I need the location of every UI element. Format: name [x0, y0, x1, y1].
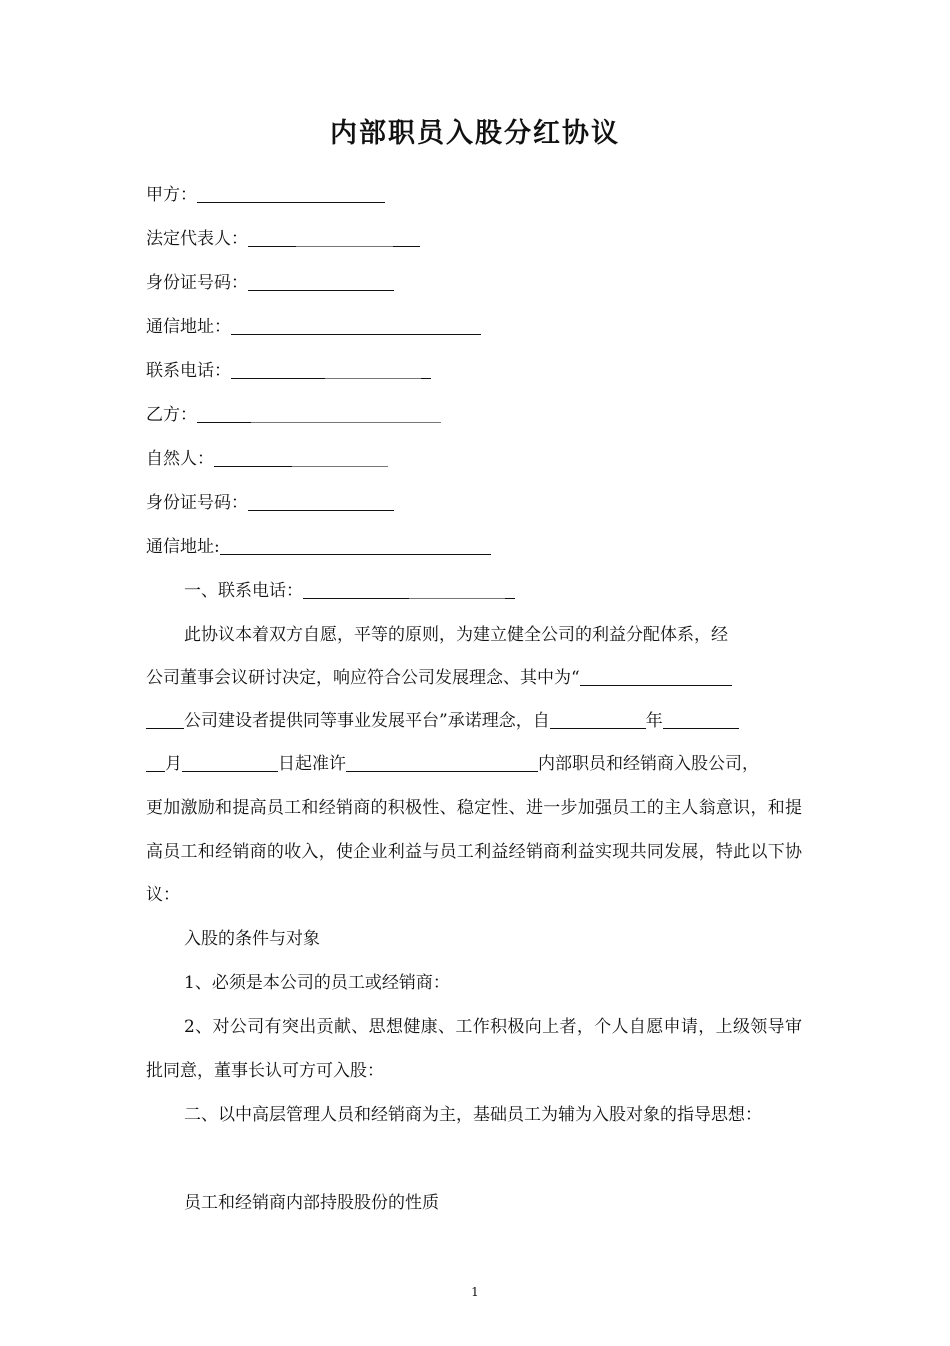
party-a-id-label: 身份证号码：: [146, 273, 248, 293]
party-b-label: 乙方：: [146, 405, 197, 425]
party-a-blank[interactable]: [197, 180, 385, 203]
party-b-id-label: 身份证号码：: [146, 493, 248, 513]
item-1: 1、必须是本公司的员工或经销商：: [184, 973, 450, 993]
party-a-address-label: 通信地址：: [146, 317, 231, 337]
party-a-label: 甲方：: [146, 185, 197, 205]
natural-person-label: 自然人：: [146, 449, 214, 469]
natural-person-blank-1[interactable]: [214, 444, 292, 467]
intro-line-1: 此协议本着双方自愿，平等的原则，为建立健全公司的利益分配体系，经: [184, 625, 728, 645]
natural-person-field: [146, 444, 388, 474]
purpose-blank-1[interactable]: [580, 663, 732, 686]
month-blank-1[interactable]: [663, 706, 739, 729]
legal-rep-label: 法定代表人：: [146, 229, 248, 249]
party-b-address-field: [146, 532, 491, 562]
intro-line-2-text: 公司董事会议研讨决定，响应符合公司发展理念、其中为“: [146, 668, 580, 688]
section1-phone-blank-2[interactable]: [409, 576, 505, 599]
legal-rep-blank-2[interactable]: [296, 224, 393, 247]
legal-rep-blank-1[interactable]: [248, 224, 296, 247]
party-a-phone-label: 联系电话：: [146, 361, 231, 381]
section-2: 二、以中高层管理人员和经销商为主，基础员工为辅为入股对象的指导思想：: [184, 1105, 762, 1125]
document-title: 内部职员入股分红协议: [330, 118, 620, 149]
party-a-phone-blank-3[interactable]: [421, 356, 431, 379]
party-b-blank-1[interactable]: [197, 400, 251, 423]
party-a-address-blank[interactable]: [231, 312, 481, 335]
party-a-address-field: [146, 312, 481, 342]
party-b-address-label: 通信地址:: [146, 537, 220, 557]
party-a-id-blank[interactable]: [248, 268, 394, 291]
legal-rep-field: [146, 224, 420, 254]
party-b-id-blank[interactable]: [248, 488, 394, 511]
intro-line-3: [146, 706, 802, 736]
party-b-blank-2[interactable]: [251, 400, 441, 423]
party-a-id-field: [146, 268, 394, 298]
section1-phone-field: [184, 576, 515, 606]
day-label: 日起准许: [278, 754, 346, 774]
intro-line-3-text: 公司建设者提供同等事业发展平台”承诺理念，自: [184, 711, 550, 731]
month-label: 月: [165, 754, 182, 774]
party-b-field: [146, 400, 441, 430]
party-b-address-blank[interactable]: [220, 532, 491, 555]
company-blank[interactable]: [346, 749, 538, 772]
heading-nature: 员工和经销商内部持股股份的性质: [184, 1193, 439, 1213]
page-number: 1: [471, 1285, 479, 1299]
month-blank-2[interactable]: [146, 749, 165, 772]
intro-line-2: [146, 663, 802, 693]
party-a-phone-field: [146, 356, 431, 386]
section1-phone-label: 一、联系电话：: [184, 581, 303, 601]
section1-phone-blank-1[interactable]: [303, 576, 409, 599]
party-b-id-field: [146, 488, 394, 518]
purpose-blank-2[interactable]: [146, 706, 184, 729]
intro-line-4-text: 内部职员和经销商入股公司，: [538, 754, 759, 774]
year-label: 年: [645, 711, 663, 731]
party-a-field: [146, 180, 385, 210]
item-2: 2、对公司有突出贡献、思想健康、工作积极向上者，个人自愿申请，上级领导审批同意，董事长认可方可入股：: [146, 1017, 802, 1081]
day-blank[interactable]: [182, 749, 278, 772]
intro-rest: 更加激励和提高员工和经销商的积极性、稳定性、进一步加强员工的主人翁意识，和提高员工和经销商的收入，使企业利益与员工利益经销商利益实现共同发展，特此以下协议：: [146, 798, 802, 905]
party-a-phone-blank-1[interactable]: [231, 356, 325, 379]
legal-rep-blank-3[interactable]: [393, 224, 420, 247]
heading-conditions: 入股的条件与对象: [184, 929, 320, 949]
intro-line-4: [146, 749, 802, 779]
party-a-phone-blank-2[interactable]: [325, 356, 421, 379]
natural-person-blank-2[interactable]: [292, 444, 388, 467]
year-blank[interactable]: [550, 706, 646, 729]
section1-phone-blank-3[interactable]: [505, 576, 515, 599]
